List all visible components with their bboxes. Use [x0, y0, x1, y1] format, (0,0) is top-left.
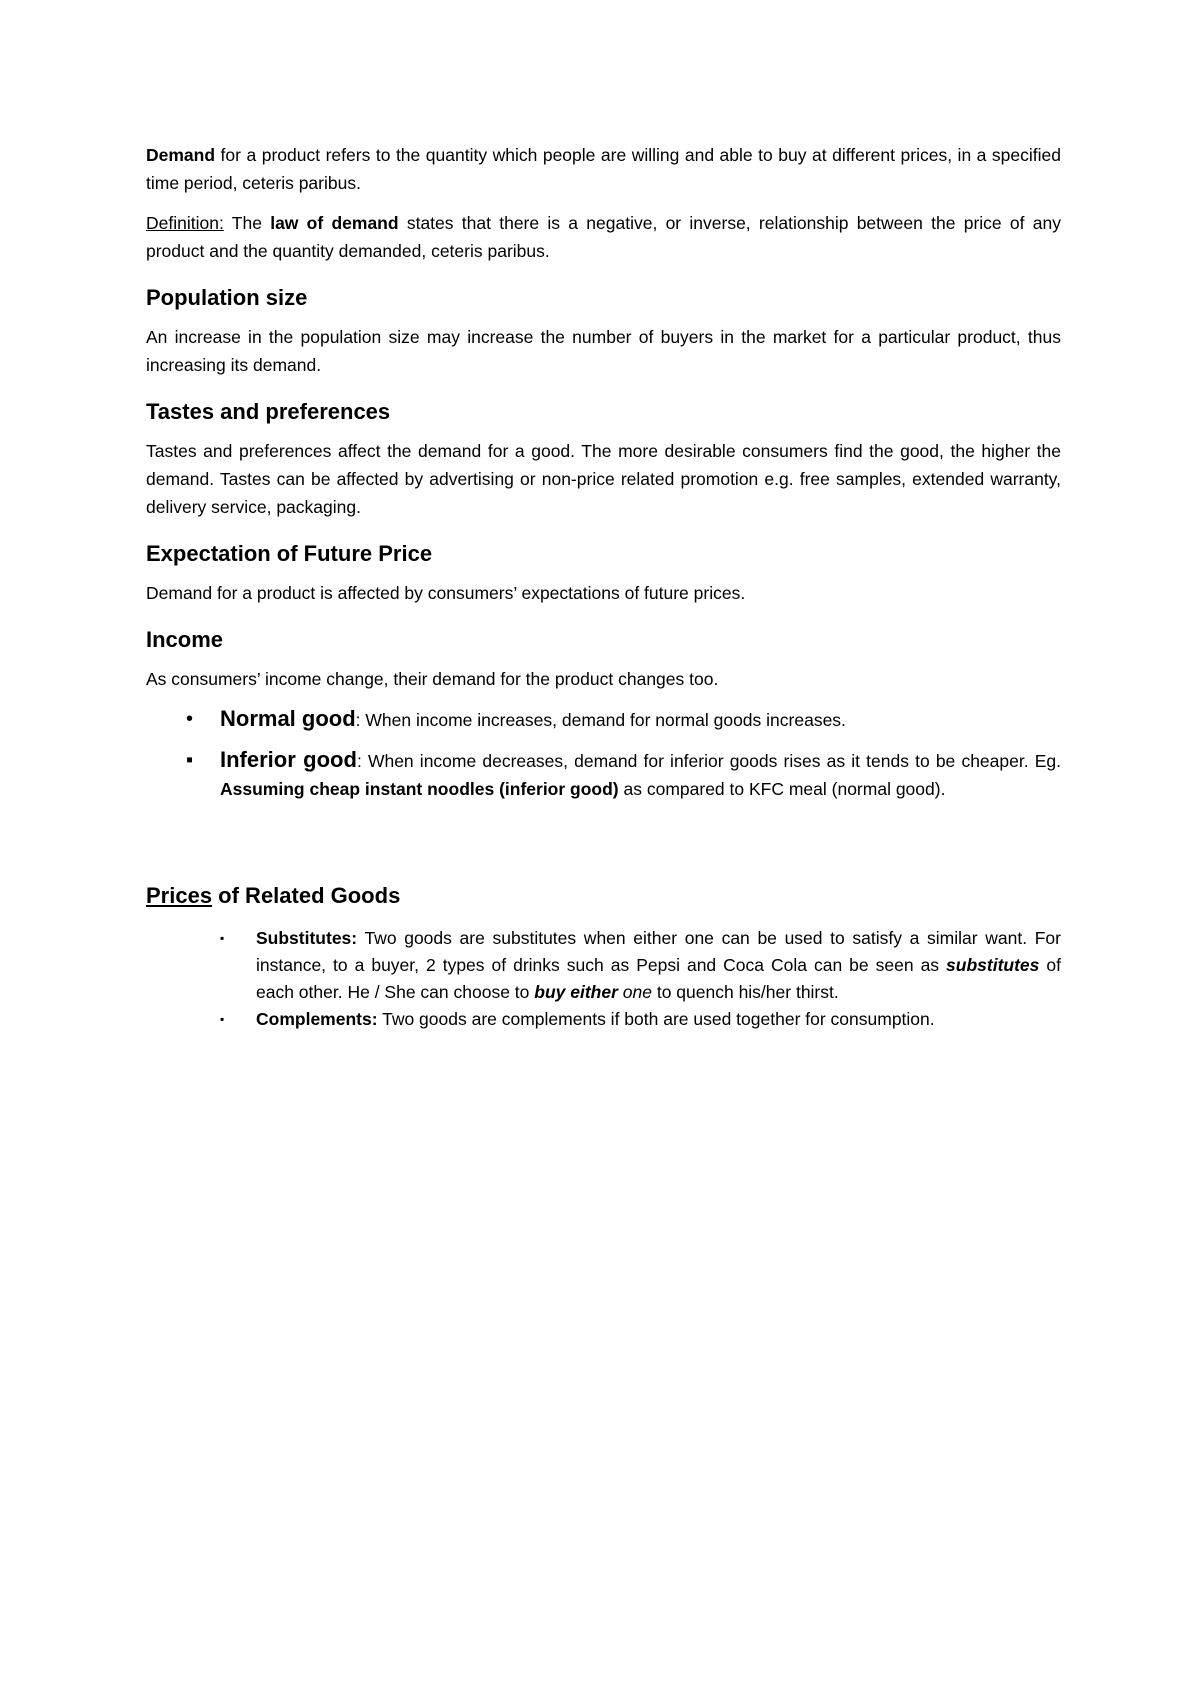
inferior-good-term: Inferior good [220, 747, 357, 772]
expectation-heading: Expectation of Future Price [146, 541, 433, 566]
demand-definition-text: for a product refers to the quantity which people are willing and able to buy at different prices, in a specified time period, ceteris paribus. [146, 145, 1061, 193]
law-of-demand-text: states that there is a negative, or inverse, relationship between the price of any product and the quantity demanded, ceteris paribus. [146, 213, 1061, 261]
income-heading: Income [146, 627, 224, 652]
demand-definition-paragraph [146, 141, 1061, 197]
population-paragraph: An increase in the population size may increase the number of buyers in the market for a particular product, thus increasing its demand. [146, 327, 1061, 375]
demand-term: Demand [146, 145, 216, 165]
related-goods-heading [146, 881, 1061, 911]
round-bullet-icon: • [186, 708, 194, 730]
square-bullet-icon: ▪ [220, 1012, 225, 1026]
complements-term: Complements: [256, 1009, 378, 1029]
normal-good-text: : When income increases, demand for normal goods increases. [355, 710, 846, 730]
tastes-heading: Tastes and preferences [146, 399, 391, 424]
list-item-substitutes [146, 925, 1061, 1006]
related-heading-underlined: Prices [146, 883, 213, 908]
one-emphasis: one [622, 982, 652, 1002]
complements-text: Two goods are complements if both are used together for consumption. [377, 1009, 935, 1029]
substitutes-text-2: of each other. He / She can choose to [256, 955, 1061, 1002]
related-goods-list [146, 925, 1061, 1033]
tastes-paragraph: Tastes and preferences affect the demand for a good. The more desirable consumers find the good, the higher the demand. Tastes can be affected by advertising or non-price related promotion e.g. free samples, extended warranty, delivery service, packaging. [146, 441, 1061, 517]
buy-either-emphasis: buy either [534, 982, 618, 1002]
inferior-good-text-end: as compared to KFC meal (normal good). [618, 779, 946, 799]
expectation-paragraph: Demand for a product is affected by consumers’ expectations of future prices. [146, 583, 746, 603]
income-paragraph: As consumers’ income change, their demand for the product changes too. [146, 669, 719, 689]
inferior-good-text: : When income decreases, demand for inferior goods rises as it tends to be cheaper. Eg. [356, 751, 1061, 771]
document-content [146, 141, 1061, 1033]
substitutes-term: Substitutes: [256, 928, 358, 948]
list-item-inferior-good [146, 746, 1061, 803]
law-of-demand-paragraph [146, 209, 1061, 265]
normal-good-term: Normal good [220, 706, 356, 731]
substitutes-text-4: to quench his/her thirst. [651, 982, 839, 1002]
square-bullet-icon: ▪ [186, 749, 194, 771]
square-bullet-icon: ▪ [220, 931, 225, 945]
list-item-normal-good [146, 705, 1061, 734]
law-of-demand-term: law of demand [270, 213, 399, 233]
law-pre-text: The [223, 213, 271, 233]
substitutes-text-1: Two goods are substitutes when either one can be used to satisfy a similar want. For instance, to a buyer, 2 types of drinks such as Pepsi and Coca Cola can be seen as [256, 928, 1061, 975]
substitutes-emphasis: substitutes [946, 955, 1040, 975]
population-heading: Population size [146, 285, 308, 310]
definition-label: Definition: [146, 213, 224, 233]
list-item-complements [146, 1006, 1061, 1033]
section-spacer [146, 815, 1061, 863]
income-list [146, 705, 1061, 803]
inferior-good-example: Assuming cheap instant noodles (inferior good) [220, 779, 619, 799]
related-heading-rest: of Related Goods [212, 883, 401, 908]
